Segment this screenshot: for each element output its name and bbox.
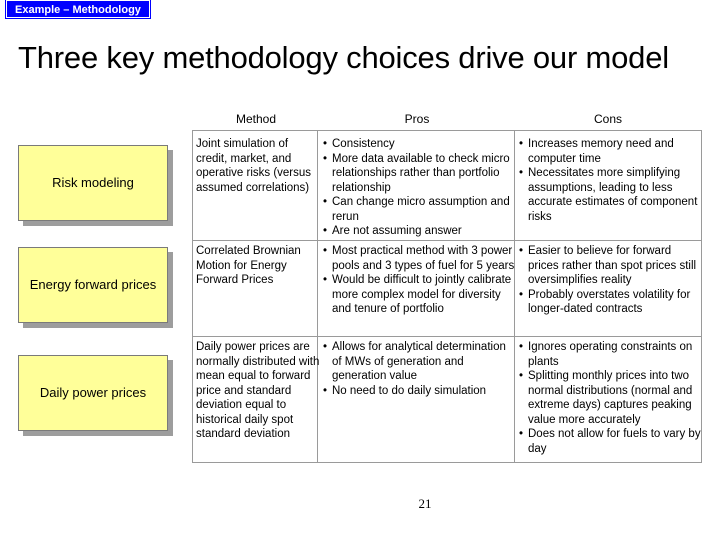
pros-list bbox=[320, 137, 516, 239]
pros-item: • More data available to check micro relationships rather than portfolio relationship bbox=[320, 152, 516, 196]
row-label: Daily power prices bbox=[39, 385, 147, 400]
column-header-pros: Pros bbox=[404, 112, 430, 126]
row-label: Energy forward prices bbox=[29, 277, 157, 292]
cons-list bbox=[516, 340, 702, 456]
pros-list bbox=[320, 340, 516, 398]
page-number: 21 bbox=[418, 496, 432, 511]
pros-item: • No need to do daily simulation bbox=[320, 384, 516, 399]
table-divider bbox=[192, 462, 701, 463]
cons-item: • Necessitates more simplifying assumptions, leading to less accurate estimates of component risks bbox=[516, 166, 702, 224]
row-label-box bbox=[18, 247, 168, 323]
cons-item: • Does not allow for fuels to vary by day bbox=[516, 427, 702, 456]
pros-item: • Consistency bbox=[320, 137, 516, 152]
cons-item: • Ignores operating constraints on plants bbox=[516, 340, 702, 369]
method-cell: Correlated Brownian Motion for Energy Forward Prices bbox=[196, 245, 301, 286]
column-header-cons: Cons bbox=[593, 112, 622, 126]
method-cell: Daily power prices are normally distributed with mean equal to forward price and standard deviation equal to historical daily spot standard deviation bbox=[196, 341, 320, 440]
cons-item: • Probably overstates volatility for longer-dated contracts bbox=[516, 288, 702, 317]
cons-list bbox=[516, 137, 702, 224]
pros-item: • Can change micro assumption and rerun bbox=[320, 195, 516, 224]
column-header-method: Method bbox=[235, 112, 277, 126]
cons-item: • Increases memory need and computer time bbox=[516, 137, 702, 166]
pros-item: • Are not assuming answer bbox=[320, 224, 516, 239]
row-label-box bbox=[18, 145, 168, 221]
pros-item: • Allows for analytical determination of MWs of generation and generation value bbox=[320, 340, 516, 384]
pros-item: • Would be difficult to jointly calibrate more complex model for diversity and tenure of portfolio bbox=[320, 273, 516, 317]
section-tag: Example – Methodology bbox=[6, 0, 150, 18]
page-title: Three key methodology choices drive our model bbox=[18, 40, 669, 75]
cons-item: • Splitting monthly prices into two normal distributions (normal and extreme days) captures peaking value more accurately bbox=[516, 369, 702, 427]
table-divider bbox=[192, 336, 701, 337]
table-divider bbox=[192, 130, 701, 131]
row-label-box bbox=[18, 355, 168, 431]
cons-list bbox=[516, 244, 702, 317]
row-label: Risk modeling bbox=[52, 175, 134, 190]
method-cell: Joint simulation of credit, market, and operative risks (versus assumed correlations) bbox=[196, 138, 312, 194]
pros-list bbox=[320, 244, 516, 317]
table-divider bbox=[192, 240, 701, 241]
pros-item: • Most practical method with 3 power pools and 3 types of fuel for 5 years bbox=[320, 244, 516, 273]
table-divider bbox=[192, 130, 193, 463]
cons-item: • Easier to believe for forward prices rather than spot prices still oversimplifies reality bbox=[516, 244, 702, 288]
